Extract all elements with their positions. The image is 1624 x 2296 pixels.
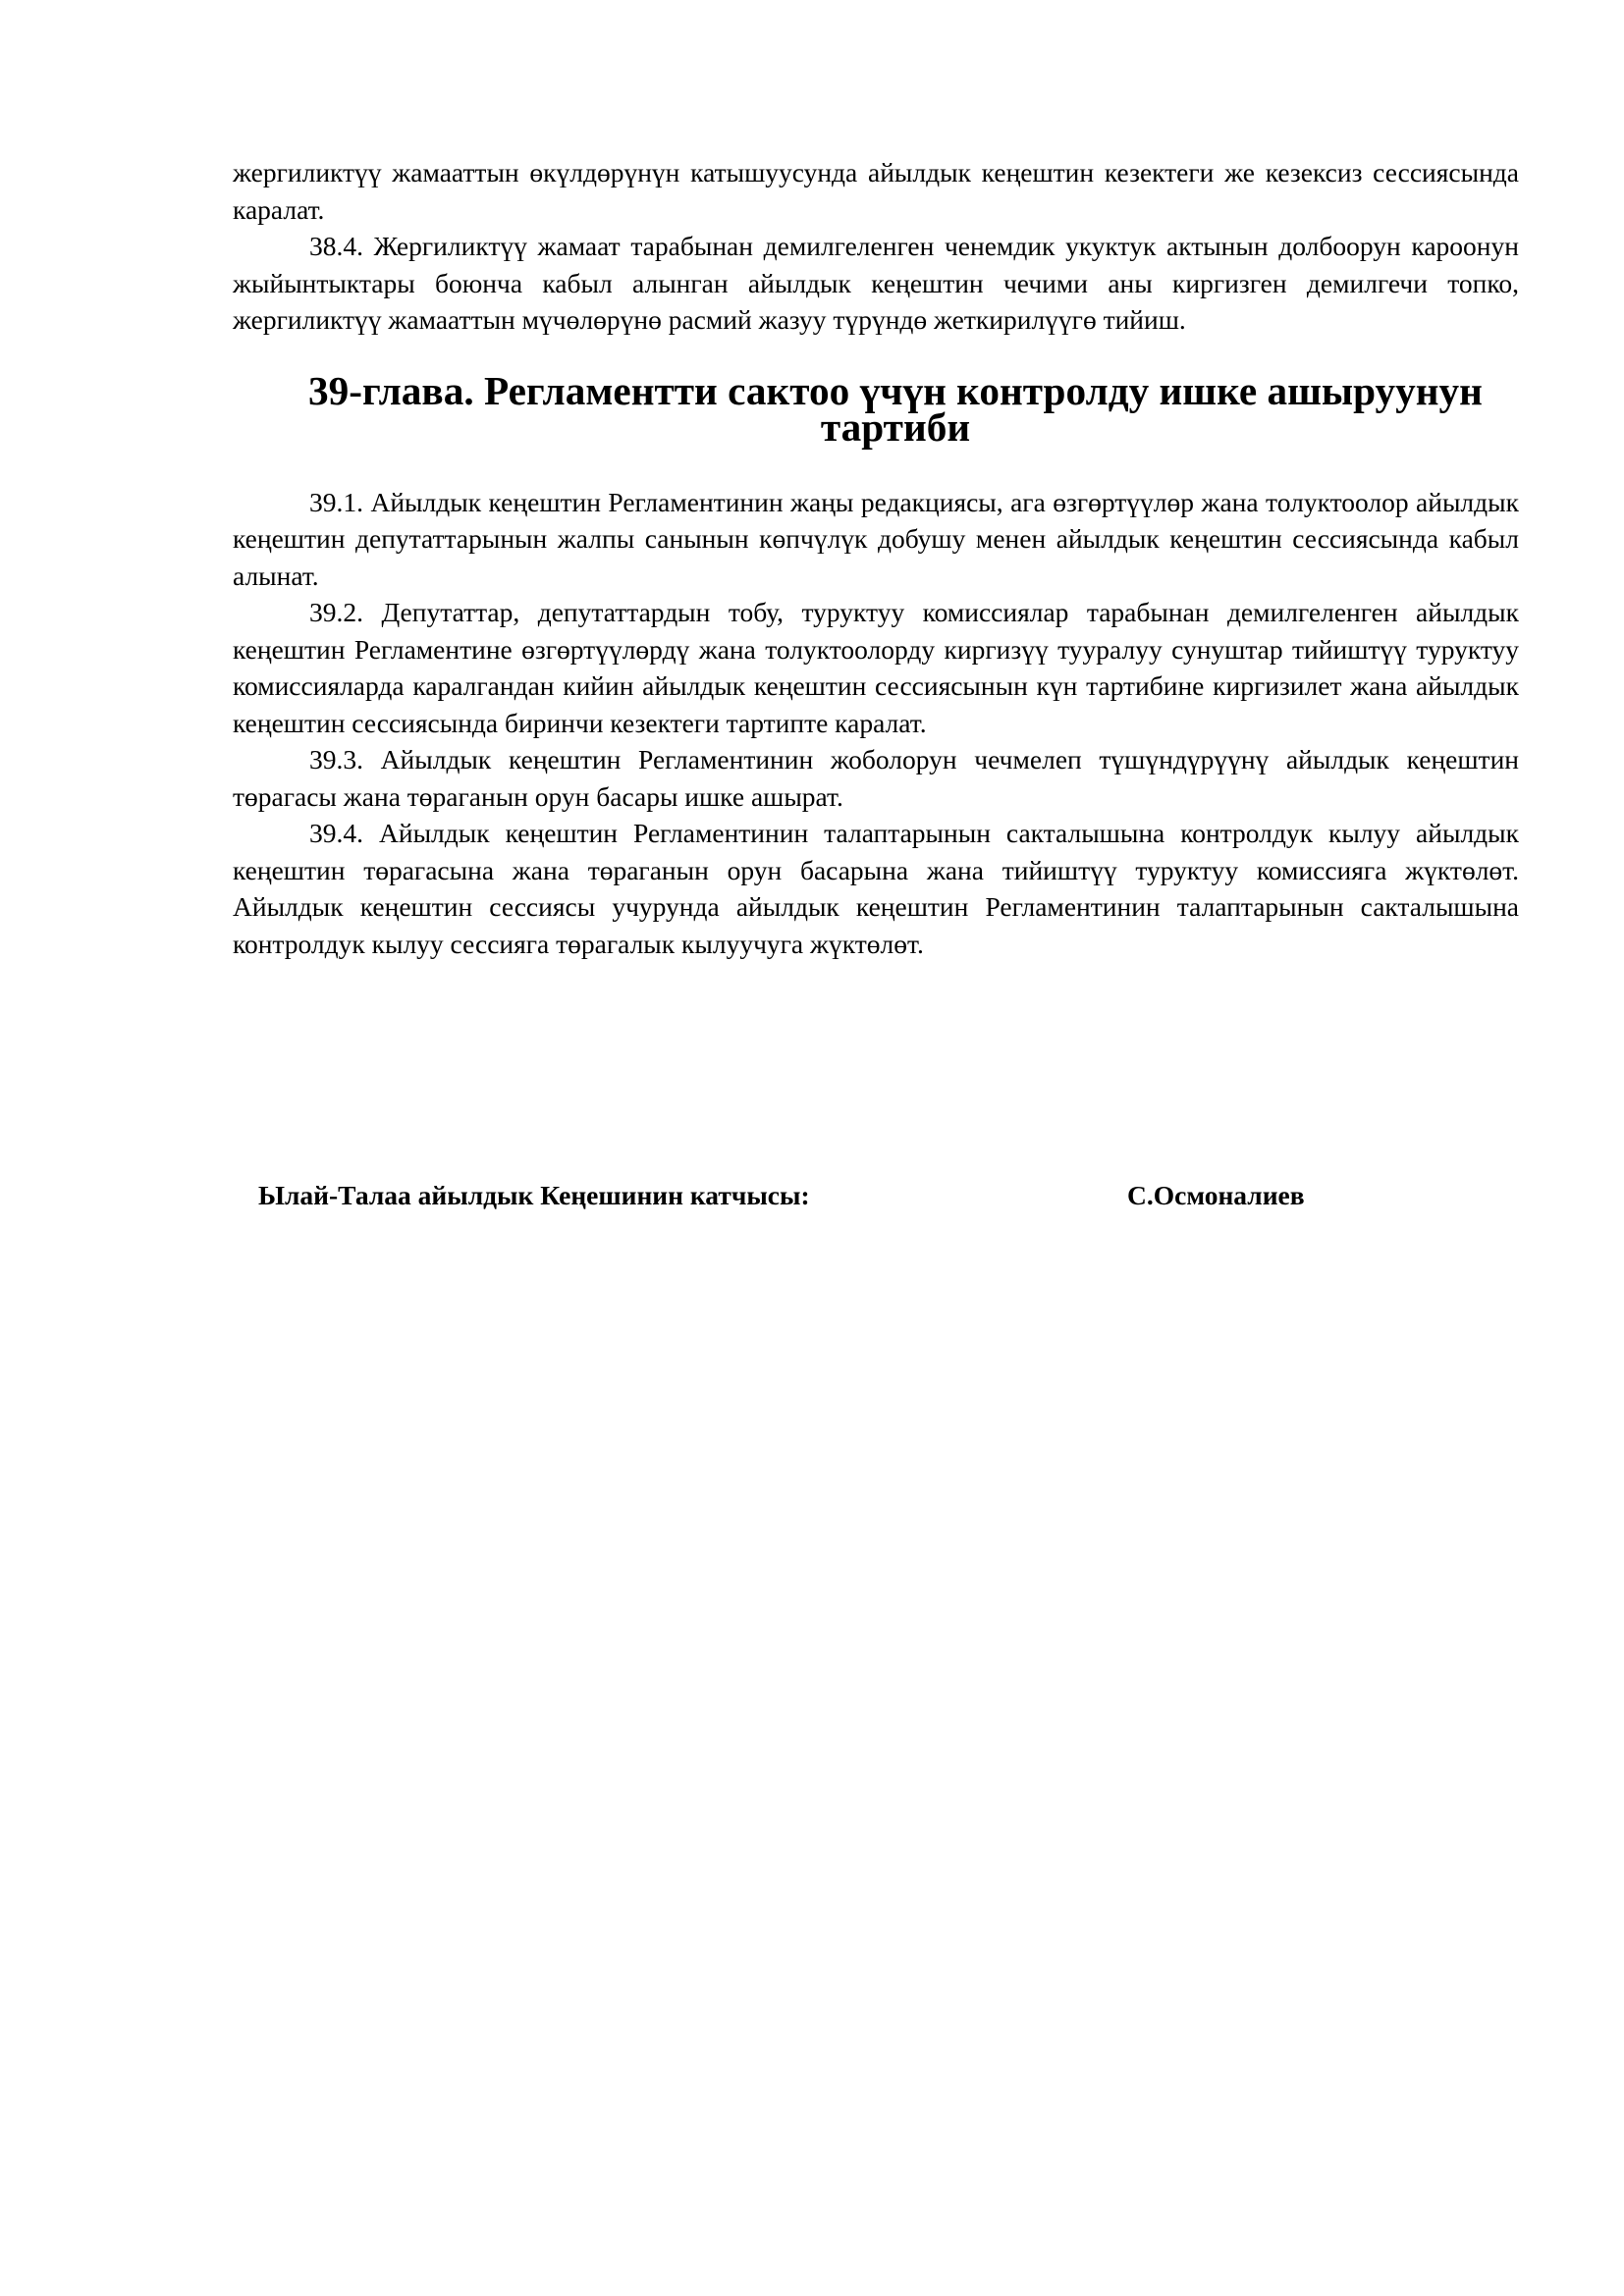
paragraph-39-4: 39.4. Айылдык кеңештин Регламентинин талаптарынын сакталышына контролдук кылуу айылдык кеңештин төрагасына жана төраганын орун басарына жана тийиштүү туруктуу комиссияга жүктөлөт. Айылдык кеңештин сессиясы учурунда айылдык кеңештин Регламентинин талаптарынын сакталышына контролдук кылуу сессияга төрагалык кылуучуга жүктөлөт. xyxy=(233,818,1519,959)
paragraph-39-1: 39.1. Айылдык кеңештин Регламентинин жаңы редакциясы, ага өзгөртүүлөр жана толуктоолор айылдык кеңештин депутаттарынын жалпы санынын көпчүлүк добушу менен айылдык кеңештин сессиясында кабыл алынат. xyxy=(233,486,1519,591)
signatory-name: С.Осмоналиев xyxy=(1127,1180,1305,1210)
document-body xyxy=(233,154,1519,962)
paragraph-39-2: 39.2. Депутаттар, депутаттардын тобу, туруктуу комиссиялар тарабынан демилгеленген айылдык кеңештин Регламентине өзгөртүүлөрдү жана толуктоолорду киргизүү тууралуу сунуштар тийиштүү туруктуу комиссияларда каралгандан кийин айылдык кеңештин сессиясынын күн тартибине киргизилет жана айылдык кеңештин сессиясында биринчи кезектеги тартипте каралат. xyxy=(233,597,1519,738)
paragraph-continuation: жергиликтүү жамааттын өкүлдөрүнүн катышуусунда айылдык кеңештин кезектеги же кезексиз сессиясында каралат. xyxy=(233,157,1519,225)
paragraph-38-4: 38.4. Жергиликтүү жамаат тарабынан демилгеленген ченемдик укуктук актынын долбоорун кароонун жыйынтыктары боюнча кабыл алынган айылдык кеңештин чечими аны киргизген демилгечи топко, жергиликтүү жамааттын мүчөлөрүнө расмий жазуу түрүндө жеткирилүүгө тийиш. xyxy=(233,231,1519,335)
paragraph-39-3: 39.3. Айылдык кеңештин Регламентинин жоболорун чечмелеп түшүндүрүүнү айылдык кеңештин төрагасы жана төраганын орун басары ишке ашырат. xyxy=(233,744,1519,812)
signatory-role: Ылай-Талаа айылдык Кеңешинин катчысы: xyxy=(258,1180,810,1210)
chapter-heading: 39-глава. Регламентти сактоо үчүн контролду ишке ашыруунун тартиби xyxy=(308,367,1483,450)
